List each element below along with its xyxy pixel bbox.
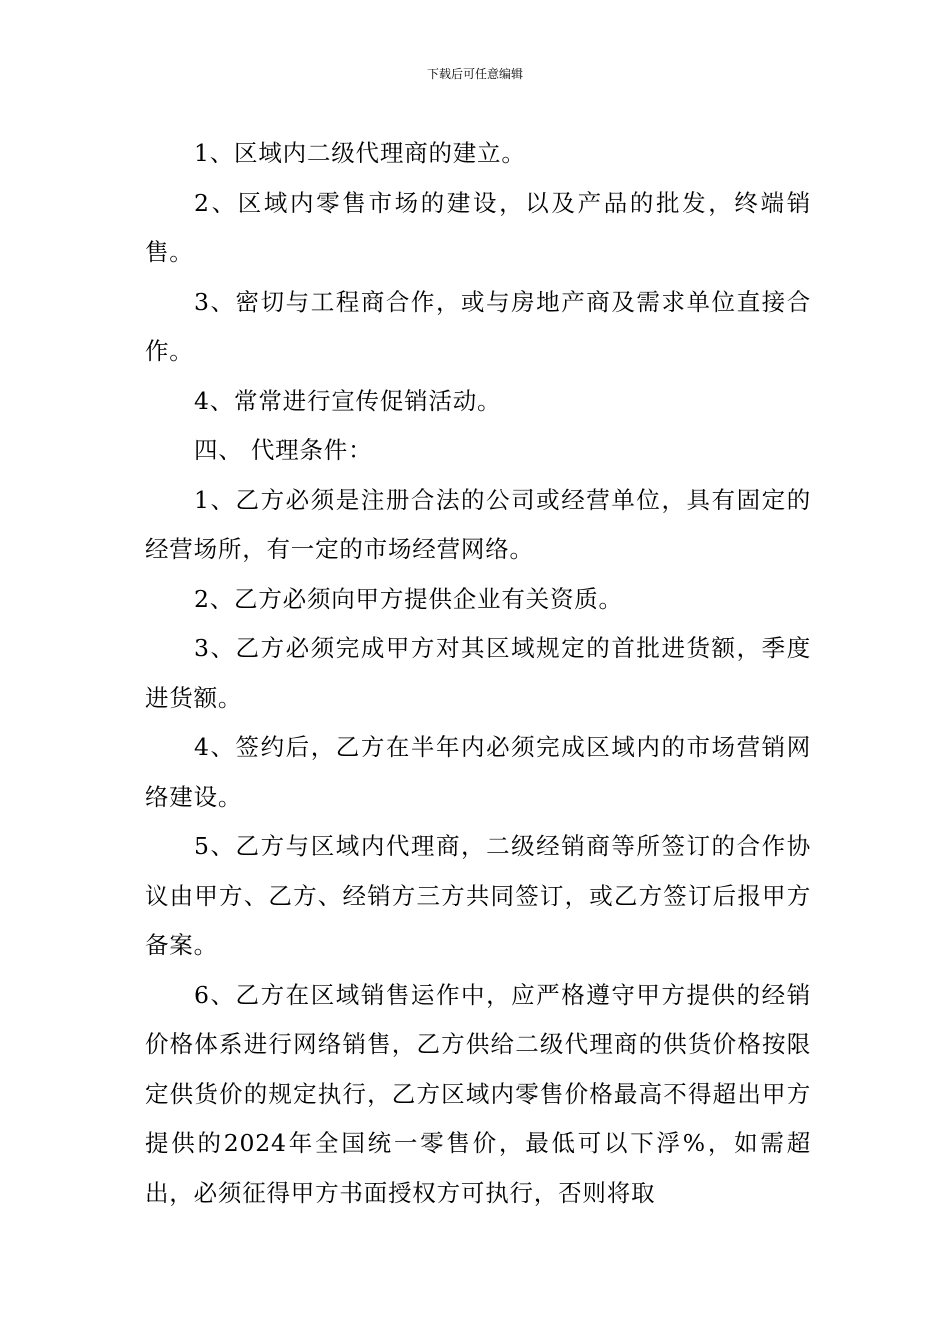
condition-item-5: 5、乙方与区域内代理商，二级经销商等所签订的合作协议由甲方、乙方、经销方三方共同签订，或乙方签订后报甲方备案。 bbox=[145, 832, 811, 959]
paragraph-item-4: 4、常常进行宣传促销活动。 bbox=[194, 386, 502, 415]
paragraph-item-1: 1、区域内二级代理商的建立。 bbox=[194, 139, 526, 167]
condition-item-3: 3、乙方必须完成甲方对其区域规定的首批进货额，季度进货额。 bbox=[145, 634, 811, 712]
paragraph-item-2: 2、区域内零售市场的建设，以及产品的批发，终端销售。 bbox=[145, 188, 811, 266]
condition-item-1: 1、乙方必须是注册合法的公司或经营单位，具有固定的经营场所，有一定的市场经营网络。 bbox=[145, 485, 811, 563]
paragraph-item-3: 3、密切与工程商合作，或与房地产商及需求单位直接合作。 bbox=[145, 287, 811, 365]
condition-item-6: 6、乙方在区域销售运作中，应严格遵守甲方提供的经销价格体系进行网络销售，乙方供给二级代理商的供货价格按限定供货价的规定执行，乙方区域内零售价格最高不得超出甲方提供的2024年全国统一零售价，最低可以下浮%，如需超出，必须征得甲方书面授权方可执行，否则将取 bbox=[145, 980, 811, 1207]
section-heading-agency-conditions: 四、 代理条件： bbox=[194, 436, 373, 464]
condition-item-2: 2、乙方必须向甲方提供企业有关资质。 bbox=[194, 584, 623, 613]
page-header-note: 下载后可任意编辑 bbox=[426, 67, 523, 81]
document-body bbox=[145, 129, 811, 1218]
condition-item-4: 4、签约后，乙方在半年内必须完成区域内的市场营销网络建设。 bbox=[145, 733, 811, 811]
